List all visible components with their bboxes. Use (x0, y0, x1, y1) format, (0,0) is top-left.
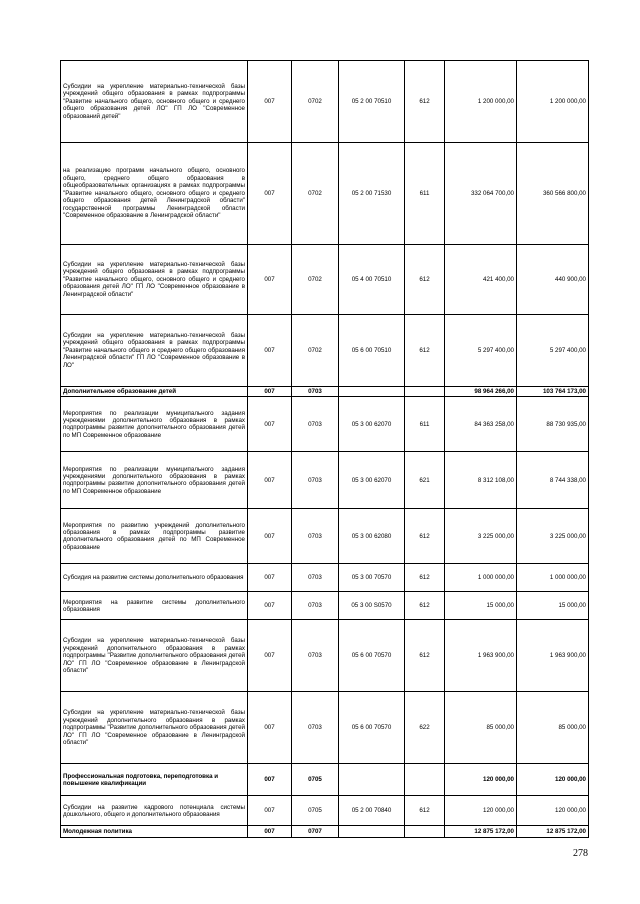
cell-ved: 007 (248, 397, 292, 452)
table-row (61, 509, 589, 564)
cell-section-code: 0703 (292, 387, 339, 397)
cell-section-code: 0707 (292, 826, 339, 838)
cell-name: Субсидия на развитие системы дополнительного образования (61, 564, 248, 592)
cell-section-code: 0702 (292, 61, 339, 143)
cell-amount-year1: 1 963 900,00 (445, 620, 517, 692)
table-row (61, 692, 589, 764)
cell-section-code: 0702 (292, 143, 339, 245)
cell-target-article: 05 3 00 62070 (339, 397, 405, 452)
cell-amount-year2: 85 000,00 (517, 692, 589, 764)
cell-ved: 007 (248, 452, 292, 509)
cell-amount-year1: 1 200 000,00 (445, 61, 517, 143)
cell-ved: 007 (248, 315, 292, 387)
cell-target-article: 05 2 00 70840 (339, 796, 405, 826)
cell-section-code: 0705 (292, 796, 339, 826)
cell-ved: 007 (248, 143, 292, 245)
cell-target-article (339, 826, 405, 838)
cell-name: Субсидии на развитие кадрового потенциала системы дошкольного, общего и дополнительного образования (61, 796, 248, 826)
cell-section-code: 0703 (292, 592, 339, 620)
cell-amount-year2: 360 566 800,00 (517, 143, 589, 245)
cell-name: на реализацию программ начального общего, основного общего, среднего общего образования в общеобразовательных организациях в рамках подпрограммы "Развитие начального общего, основного общего и среднего общего образования детей Ленинградской области" государственной программы Ленинградской области "Современное образование в Ленинградской области" (61, 143, 248, 245)
cell-section-code: 0703 (292, 692, 339, 764)
table-row (61, 245, 589, 315)
table-row (61, 61, 589, 143)
cell-ved: 007 (248, 245, 292, 315)
cell-amount-year2: 12 875 172,00 (517, 826, 589, 838)
cell-amount-year2: 1 200 000,00 (517, 61, 589, 143)
cell-ved: 007 (248, 692, 292, 764)
cell-section-code: 0702 (292, 245, 339, 315)
cell-section-code: 0705 (292, 764, 339, 796)
cell-ved: 007 (248, 509, 292, 564)
cell-amount-year2: 1 000 000,00 (517, 564, 589, 592)
cell-amount-year1: 3 225 000,00 (445, 509, 517, 564)
cell-expense-type: 611 (405, 143, 445, 245)
cell-expense-type: 612 (405, 61, 445, 143)
cell-ved: 007 (248, 564, 292, 592)
cell-expense-type: 622 (405, 692, 445, 764)
table-row (61, 796, 589, 826)
cell-target-article: 05 3 00 62070 (339, 452, 405, 509)
cell-name: Мероприятия по реализации муниципального задания учреждениями дополнительного образования в рамках подпрограммы развитие дополнительного образования детей по МП Современное образование (61, 452, 248, 509)
cell-expense-type: 612 (405, 620, 445, 692)
table-row (61, 143, 589, 245)
cell-ved: 007 (248, 592, 292, 620)
cell-name: Дополнительное образование детей (61, 387, 248, 397)
section-row (61, 387, 589, 397)
cell-amount-year1: 1 000 000,00 (445, 564, 517, 592)
cell-amount-year2: 3 225 000,00 (517, 509, 589, 564)
cell-section-code: 0703 (292, 620, 339, 692)
cell-amount-year1: 15 000,00 (445, 592, 517, 620)
budget-table (60, 60, 589, 838)
cell-section-code: 0702 (292, 315, 339, 387)
cell-amount-year2: 15 000,00 (517, 592, 589, 620)
cell-target-article (339, 764, 405, 796)
page-number: 278 (573, 848, 588, 859)
cell-target-article: 05 6 00 70570 (339, 620, 405, 692)
cell-target-article: 05 6 00 70570 (339, 692, 405, 764)
cell-amount-year1: 8 312 108,00 (445, 452, 517, 509)
cell-amount-year2: 1 963 900,00 (517, 620, 589, 692)
table-row (61, 452, 589, 509)
section-row (61, 764, 589, 796)
cell-section-code: 0703 (292, 564, 339, 592)
cell-amount-year1: 84 363 258,00 (445, 397, 517, 452)
cell-ved: 007 (248, 620, 292, 692)
cell-name: Молодежная политика (61, 826, 248, 838)
cell-amount-year1: 120 000,00 (445, 796, 517, 826)
cell-amount-year2: 120 000,00 (517, 796, 589, 826)
cell-target-article: 05 4 00 70510 (339, 245, 405, 315)
cell-expense-type (405, 826, 445, 838)
cell-expense-type (405, 387, 445, 397)
cell-amount-year2: 88 730 935,00 (517, 397, 589, 452)
cell-expense-type: 611 (405, 397, 445, 452)
cell-expense-type: 612 (405, 509, 445, 564)
cell-target-article: 05 3 00 70570 (339, 564, 405, 592)
cell-section-code: 0703 (292, 509, 339, 564)
cell-expense-type (405, 764, 445, 796)
cell-amount-year1: 332 064 700,00 (445, 143, 517, 245)
cell-expense-type: 621 (405, 452, 445, 509)
table-row (61, 397, 589, 452)
cell-expense-type: 612 (405, 796, 445, 826)
cell-target-article: 05 3 00 62080 (339, 509, 405, 564)
cell-expense-type: 612 (405, 592, 445, 620)
cell-section-code: 0703 (292, 452, 339, 509)
cell-ved: 007 (248, 796, 292, 826)
cell-name: Профессиональная подготовка, переподготовка и повышение квалификации (61, 764, 248, 796)
cell-amount-year2: 8 744 338,00 (517, 452, 589, 509)
cell-target-article (339, 387, 405, 397)
cell-name: Субсидии на укрепление материально-технической базы учреждений дополнительного образования в рамках подпрограммы "Развитие дополнительного образования детей ЛО" ГП ЛО "Современное образование в Ленинградской области" (61, 692, 248, 764)
cell-expense-type: 612 (405, 315, 445, 387)
cell-amount-year1: 120 000,00 (445, 764, 517, 796)
cell-ved: 007 (248, 764, 292, 796)
cell-ved: 007 (248, 387, 292, 397)
table-body (61, 61, 589, 838)
cell-section-code: 0703 (292, 397, 339, 452)
cell-ved: 007 (248, 61, 292, 143)
cell-expense-type: 612 (405, 245, 445, 315)
cell-amount-year2: 5 297 400,00 (517, 315, 589, 387)
cell-target-article: 05 2 00 71530 (339, 143, 405, 245)
cell-amount-year1: 421 400,00 (445, 245, 517, 315)
table-row (61, 620, 589, 692)
cell-name: Субсидии на укрепление материально-технической базы учреждений общего образования в рамках подпрограммы "Развитие начального общего и среднего общего образования Ленинградской области" ГП ЛО "Современное образование в ЛО" (61, 315, 248, 387)
cell-amount-year2: 120 000,00 (517, 764, 589, 796)
cell-target-article: 05 2 00 70510 (339, 61, 405, 143)
cell-amount-year1: 12 875 172,00 (445, 826, 517, 838)
cell-name: Мероприятия на развитие системы дополнительного образования (61, 592, 248, 620)
cell-amount-year1: 98 964 266,00 (445, 387, 517, 397)
table-row (61, 592, 589, 620)
table-row (61, 564, 589, 592)
cell-target-article: 05 3 00 S0570 (339, 592, 405, 620)
section-row (61, 826, 589, 838)
cell-name: Субсидии на укрепление материально-технической базы учреждений общего образования в рамках подпрограммы "Развитие начального общего, основного общего и среднего образования детей ЛО" ГП ЛО "Современное образование в Ленинградской области" (61, 245, 248, 315)
table-row (61, 315, 589, 387)
cell-name: Субсидии на укрепление материально-технической базы учреждений дополнительного образования в рамках подпрограммы "Развитие дополнительного образования детей ЛО" ГП ЛО "Современное образование в Ленинградской области" (61, 620, 248, 692)
cell-name: Мероприятия по развитию учреждений дополнительного образования в рамках подпрограммы развитие дополнительного образования детей по МП Современное образование (61, 509, 248, 564)
cell-amount-year2: 103 764 173,00 (517, 387, 589, 397)
cell-ved: 007 (248, 826, 292, 838)
cell-name: Мероприятия по реализации муниципального задания учреждениями дополнительного образования в рамках подпрограммы развитие дополнительного образования детей по МП Современное образование (61, 397, 248, 452)
cell-amount-year1: 85 000,00 (445, 692, 517, 764)
cell-amount-year1: 5 297 400,00 (445, 315, 517, 387)
cell-expense-type: 612 (405, 564, 445, 592)
cell-amount-year2: 440 900,00 (517, 245, 589, 315)
cell-target-article: 05 6 00 70510 (339, 315, 405, 387)
cell-name: Субсидии на укрепление материально-технической базы учреждений общего образования в рамках подпрограммы "Развитие начального общего, основного общего и среднего общего образования детей ЛО" ГП ЛО "Современное образований детей" (61, 61, 248, 143)
